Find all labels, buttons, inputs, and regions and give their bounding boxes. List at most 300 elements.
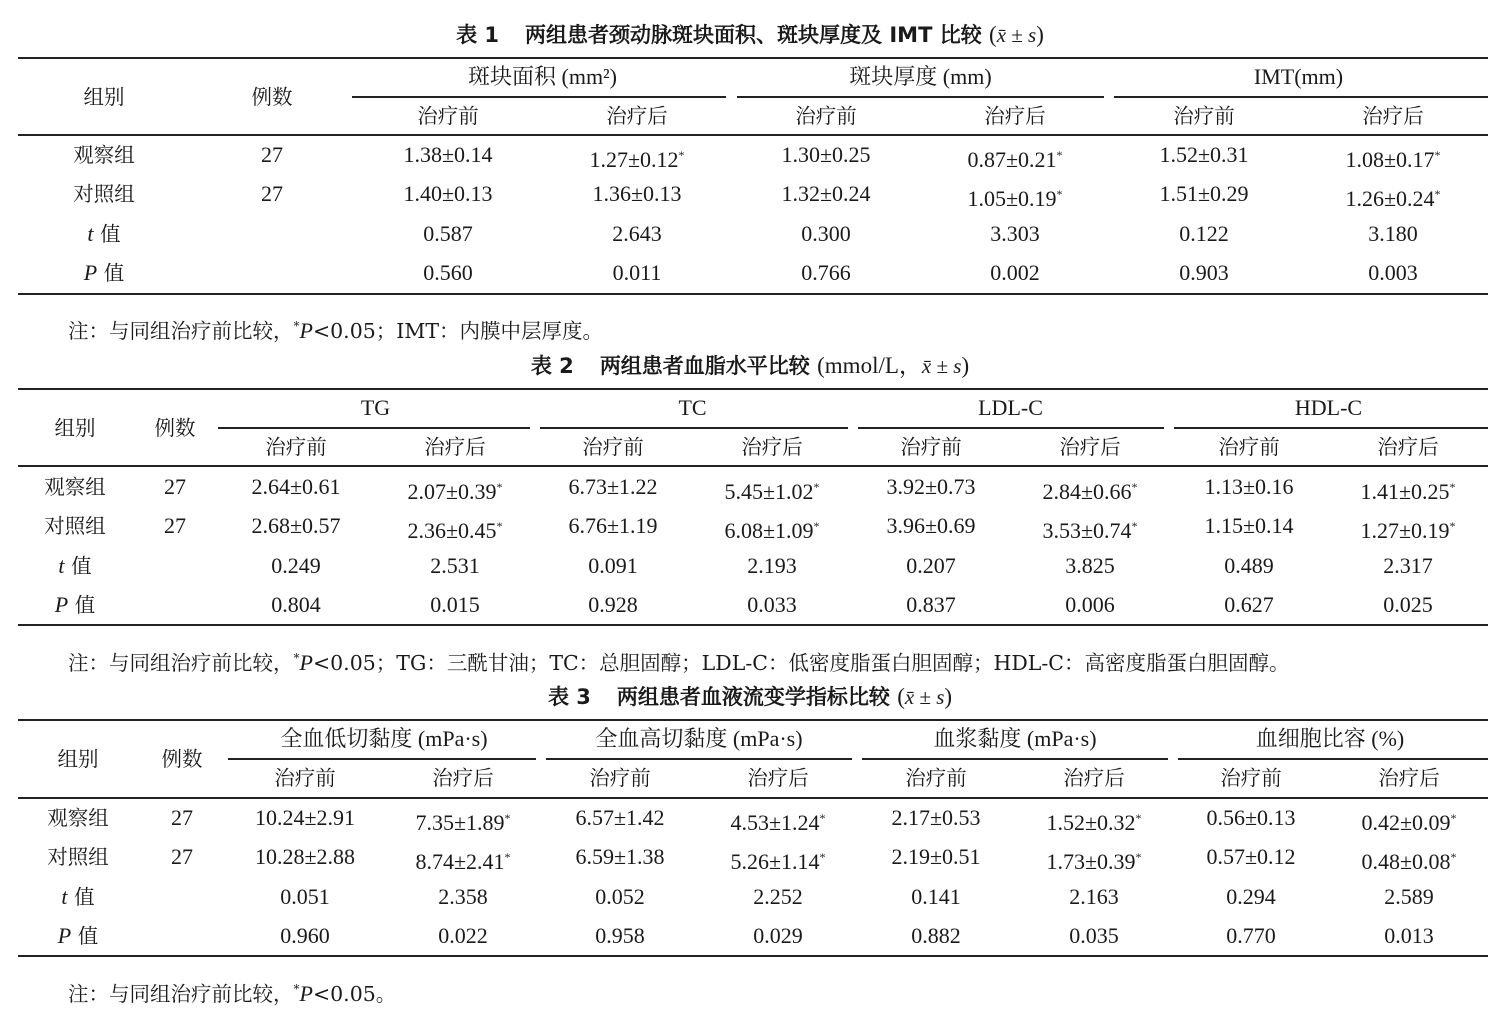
header-group-label: 全血高切黏度 (mPa·s) [595,726,803,751]
data-value: 0.035 [1069,923,1119,948]
data-cell [801,221,851,247]
significance-marker: * [819,811,826,825]
data-value: 1.27±0.19 [1360,518,1450,543]
data-cell [1204,474,1293,500]
header-sub-label: 治疗后 [432,766,494,790]
stat-symbol: t [87,221,94,246]
paren: ) [1036,22,1044,47]
data-value: 2.163 [1069,884,1119,909]
significance-marker: * [813,519,820,533]
row-n [171,805,193,831]
data-value: 6.08±1.09 [724,518,814,543]
significance-marker: * [1449,480,1456,494]
data-cell [1206,844,1295,870]
significance-marker: * [1131,519,1138,533]
data-cell [753,884,803,910]
data-cell [990,221,1040,247]
data-cell [911,884,961,910]
header-label: 组别 [57,746,99,771]
significance-marker: * [504,850,511,864]
data-cell [251,474,340,500]
row-label-text: 对照组 [47,845,109,869]
data-cell [891,844,980,870]
data-value: 2.531 [430,553,480,578]
data-value: 0.002 [990,260,1040,285]
data-cell [280,884,330,910]
data-cell [415,844,510,875]
data-cell [1046,844,1141,875]
row-label [58,553,91,579]
data-value: 10.24±2.91 [254,805,356,830]
significance-marker: * [1434,148,1441,162]
row-label [73,181,135,207]
significance-marker: * [1056,187,1063,201]
note-star: * [293,651,300,665]
header-sub [795,103,857,129]
data-cell [1368,221,1418,247]
significance-marker: * [496,480,503,494]
header-group [849,64,991,90]
header-label: 例数 [154,415,196,440]
row-label [61,884,94,910]
note-star: * [293,982,300,996]
data-cell [1159,181,1248,207]
row-label [55,592,95,618]
data-cell [1042,513,1137,544]
table-bottom-rule [18,955,1488,957]
header-sub [417,103,479,129]
data-value: 3.825 [1065,553,1115,578]
header-sub [1059,434,1121,460]
data-value: 1.32±0.24 [781,181,871,206]
data-value: 0.006 [1065,592,1115,617]
data-cell [1384,884,1434,910]
data-value: 0.013 [1384,923,1434,948]
note-star: * [293,319,300,333]
row-label [47,805,109,831]
data-cell [595,923,645,949]
data-cell [430,553,480,579]
header-sub-label: 治疗后 [1377,435,1439,459]
header-n-col [162,746,203,772]
data-cell [1046,805,1141,836]
significance-marker: * [819,850,826,864]
data-value: 10.28±2.88 [254,844,356,869]
header-group-col [58,746,99,772]
data-cell [1065,553,1115,579]
row-label [47,844,109,870]
header-sub-label: 治疗前 [417,104,479,128]
data-cell [423,260,473,286]
row-label-text: 对照组 [44,514,106,538]
note-text: <0.05；IMT：内膜中层厚度。 [312,319,604,343]
row-label [73,142,135,168]
data-cell [1069,923,1119,949]
group-underline [858,427,1164,429]
paren: ( [989,22,997,47]
data-value: 0.122 [1179,221,1229,246]
row-n-value: 27 [164,474,186,499]
significance-marker: * [1056,148,1063,162]
significance-marker: * [1434,187,1441,201]
note-p: P [299,650,313,675]
group-underline [352,96,726,98]
data-value: 0.928 [588,592,638,617]
header-group-label: LDL-C [978,395,1043,420]
data-value: 3.92±0.73 [886,474,976,499]
header-sub-label: 治疗前 [1218,435,1280,459]
stat-symbol: t [58,553,65,578]
data-value: 1.08±0.17 [1345,147,1435,172]
data-value: 3.96±0.69 [886,513,976,538]
table-bottom-rule [18,293,1488,295]
data-value: 0.011 [612,260,662,285]
data-value: 6.57±1.42 [575,805,665,830]
table-top-rule [18,57,1488,59]
header-sub [1173,103,1235,129]
header-sub [1063,765,1125,791]
data-cell [1042,474,1137,505]
data-value: 0.051 [280,884,330,909]
data-value: 0.489 [1224,553,1274,578]
table-stat: x̄ ± s [904,685,945,709]
data-value: 1.13±0.16 [1204,474,1294,499]
data-cell [906,592,956,618]
data-value: 0.025 [1383,592,1433,617]
header-group [1254,64,1343,90]
row-label-text: 对照组 [73,182,135,206]
data-cell [403,142,492,168]
header-label: 例数 [251,84,293,109]
data-value: 3.53±0.74 [1042,518,1132,543]
header-sub [265,434,327,460]
data-value: 2.589 [1384,884,1434,909]
header-sub [274,765,336,791]
table-header-rule [18,797,1488,799]
data-value: 2.643 [612,221,662,246]
row-label [84,260,124,286]
header-group [361,395,390,421]
data-cell [575,844,664,870]
data-value: 0.42±0.09 [1361,810,1451,835]
header-sub-label: 治疗后 [1362,104,1424,128]
data-value: 2.07±0.39 [407,479,497,504]
data-value: 1.27±0.12 [589,147,679,172]
header-sub-label: 治疗前 [905,766,967,790]
header-sub [1220,765,1282,791]
group-underline [228,758,536,760]
header-group-col [84,84,125,110]
data-cell [403,181,492,207]
note-p: P [299,981,313,1006]
data-value: 0.882 [911,923,961,948]
table-top-rule [18,388,1488,390]
group-underline [737,96,1104,98]
data-value: 2.317 [1383,553,1433,578]
table-stat: x̄ ± s [921,354,962,378]
data-value: 2.68±0.57 [251,513,341,538]
header-group [978,395,1043,421]
header-sub-label: 治疗后 [984,104,1046,128]
table-title [0,682,1500,712]
data-value: 1.26±0.24 [1345,186,1435,211]
data-value: 1.52±0.31 [1159,142,1249,167]
note-p: P [299,318,313,343]
data-cell [588,592,638,618]
significance-marker: * [1131,480,1138,494]
data-cell [407,513,502,544]
row-label-text: 值 [71,554,92,578]
table-caption: 两组患者颈动脉斑块面积、斑块厚度及 IMT 比较 [525,23,982,47]
data-cell [730,844,825,875]
header-group [468,64,617,90]
data-value: 0.029 [753,923,803,948]
header-n-col [155,415,196,441]
header-group [1295,395,1362,421]
row-n-value: 27 [171,844,193,869]
group-underline [1178,758,1488,760]
data-cell [1065,592,1115,618]
note-prefix: 注：与同组治疗前比较， [68,982,294,1006]
data-value: 0.294 [1226,884,1276,909]
significance-marker: * [813,480,820,494]
data-cell [1226,923,1276,949]
header-group-label: 全血低切黏度 (mPa·s) [280,726,488,751]
data-value: 1.30±0.25 [781,142,871,167]
row-n [261,181,283,207]
data-value: 3.180 [1368,221,1418,246]
data-cell [1204,513,1293,539]
data-value: 0.960 [280,923,330,948]
data-value: 0.48±0.08 [1361,849,1451,874]
data-cell [1383,592,1433,618]
note-prefix: 注：与同组治疗前比较， [68,319,294,343]
paren: ) [961,353,970,378]
data-cell [891,805,980,831]
data-value: 0.958 [595,923,645,948]
data-cell [1383,553,1433,579]
data-cell [967,142,1062,173]
data-cell [407,474,502,505]
data-cell [1179,260,1229,286]
data-value: 0.560 [423,260,473,285]
row-label [44,513,106,539]
data-cell [730,805,825,836]
data-value: 0.587 [423,221,473,246]
data-cell [589,142,684,173]
row-label [87,221,120,247]
table-title [0,351,1500,381]
data-value: 2.193 [747,553,797,578]
table-unit: (mmol/L， [817,353,922,378]
data-cell [911,923,961,949]
header-sub [905,765,967,791]
header-sub-label: 治疗前 [265,435,327,459]
header-sub-label: 治疗后 [1063,766,1125,790]
data-cell [588,553,638,579]
significance-marker: * [496,519,503,533]
data-value: 7.35±1.89 [415,810,505,835]
header-label: 例数 [161,746,203,771]
header-group [280,726,487,752]
significance-marker: * [1450,850,1457,864]
data-cell [613,260,662,286]
data-value: 0.300 [801,221,851,246]
data-cell [595,884,645,910]
significance-marker: * [1135,811,1142,825]
header-sub [1377,434,1439,460]
header-label: 组别 [54,415,96,440]
note-prefix: 注：与同组治疗前比较， [68,651,294,675]
data-value: 0.627 [1224,592,1274,617]
data-cell [430,592,480,618]
group-underline [1174,427,1488,429]
data-value: 0.015 [430,592,480,617]
data-cell [1384,923,1434,949]
header-sub [900,434,962,460]
data-cell [1226,884,1276,910]
data-cell [781,142,870,168]
table-caption: 两组患者血液流变学指标比较 [616,685,890,709]
data-value: 0.022 [438,923,488,948]
table-note [68,311,603,346]
data-cell [255,805,355,831]
data-cell [1179,221,1229,247]
header-sub-label: 治疗前 [274,766,336,790]
row-n-value: 27 [261,181,283,206]
data-value: 0.091 [588,553,638,578]
header-group-label: 斑块厚度 (mm) [849,64,992,89]
row-n-value: 27 [261,142,283,167]
data-cell [592,181,681,207]
note-text: <0.05；TG：三酰甘油；TC：总胆固醇；LDL-C：低密度脂蛋白胆固醇；HDL-C：高密度脂蛋白胆固醇。 [312,651,1290,675]
data-value: 0.003 [1368,260,1418,285]
data-value: 0.903 [1179,260,1229,285]
row-n-value: 27 [171,805,193,830]
header-group-label: TC [678,395,707,420]
header-sub [741,434,803,460]
significance-marker: * [1449,519,1456,533]
header-group-label: 斑块面积 (mm²) [468,64,617,89]
data-cell [753,923,803,949]
data-cell [568,474,657,500]
data-cell [724,513,819,544]
data-value: 1.73±0.39 [1046,849,1136,874]
header-group [1256,726,1404,752]
data-value: 0.87±0.21 [967,147,1057,172]
data-value: 2.19±0.51 [891,844,981,869]
data-cell [415,805,510,836]
data-cell [1368,260,1418,286]
data-value: 1.05±0.19 [967,186,1057,211]
header-label: 组别 [83,84,125,109]
group-underline [862,758,1168,760]
data-cell [612,221,662,247]
data-cell [575,805,664,831]
data-cell [1345,142,1440,173]
stat-symbol: P [57,923,72,948]
significance-marker: * [678,148,685,162]
row-n [164,474,186,500]
data-value: 1.41±0.25 [1360,479,1450,504]
header-group-label: 血细胞比容 (%) [1255,726,1405,751]
stat-symbol: P [54,592,69,617]
header-sub-label: 治疗前 [1220,766,1282,790]
data-value: 2.17±0.53 [891,805,981,830]
header-group [933,726,1096,752]
header-sub [1362,103,1424,129]
data-cell [1206,805,1295,831]
header-sub [747,765,809,791]
data-cell [423,221,473,247]
data-value: 1.15±0.14 [1204,513,1294,538]
data-value: 0.141 [911,884,961,909]
data-cell [568,513,657,539]
group-underline [540,427,848,429]
header-sub [582,434,644,460]
stat-symbol: P [83,260,98,285]
header-sub [1378,765,1440,791]
table-caption: 两组患者血脂水平比较 [599,354,810,378]
data-cell [1069,884,1119,910]
header-group-label: IMT(mm) [1253,64,1344,89]
data-cell [1345,181,1440,212]
data-value: 4.53±1.24 [730,810,820,835]
header-group-label: HDL-C [1294,395,1363,420]
data-value: 0.766 [801,260,851,285]
data-value: 2.64±0.61 [251,474,341,499]
header-sub-label: 治疗后 [741,435,803,459]
data-cell [1360,474,1455,505]
table-number: 表 2 [530,354,574,378]
header-group [595,726,802,752]
data-cell [1361,844,1456,875]
header-sub-label: 治疗前 [1173,104,1235,128]
row-label-text: 值 [103,261,125,285]
row-n [261,142,283,168]
data-value: 2.84±0.66 [1042,479,1132,504]
header-sub-label: 治疗前 [795,104,857,128]
data-cell [1224,553,1274,579]
table-bottom-rule [18,624,1488,626]
paren: ( [897,684,905,709]
row-label-text: 观察组 [73,143,135,167]
table-note [68,643,1290,678]
data-cell [280,923,330,949]
data-value: 0.770 [1226,923,1276,948]
table-top-rule [18,719,1488,721]
data-cell [747,592,797,618]
data-value: 1.51±0.29 [1159,181,1249,206]
data-cell [1224,592,1274,618]
header-sub-label: 治疗后 [747,766,809,790]
data-value: 0.804 [271,592,321,617]
stat-symbol: t [61,884,68,909]
table-title [0,20,1500,50]
data-value: 6.76±1.19 [568,513,658,538]
data-cell [271,592,321,618]
data-cell [906,553,956,579]
table-header-rule [18,465,1488,467]
data-cell [1361,805,1456,836]
row-n-value: 27 [164,513,186,538]
row-label-text: 值 [100,222,121,246]
row-label-text: 观察组 [47,806,109,830]
data-cell [438,884,488,910]
table-stat: x̄ ± s [996,23,1037,47]
data-value: 5.26±1.14 [730,849,820,874]
data-cell [886,474,975,500]
